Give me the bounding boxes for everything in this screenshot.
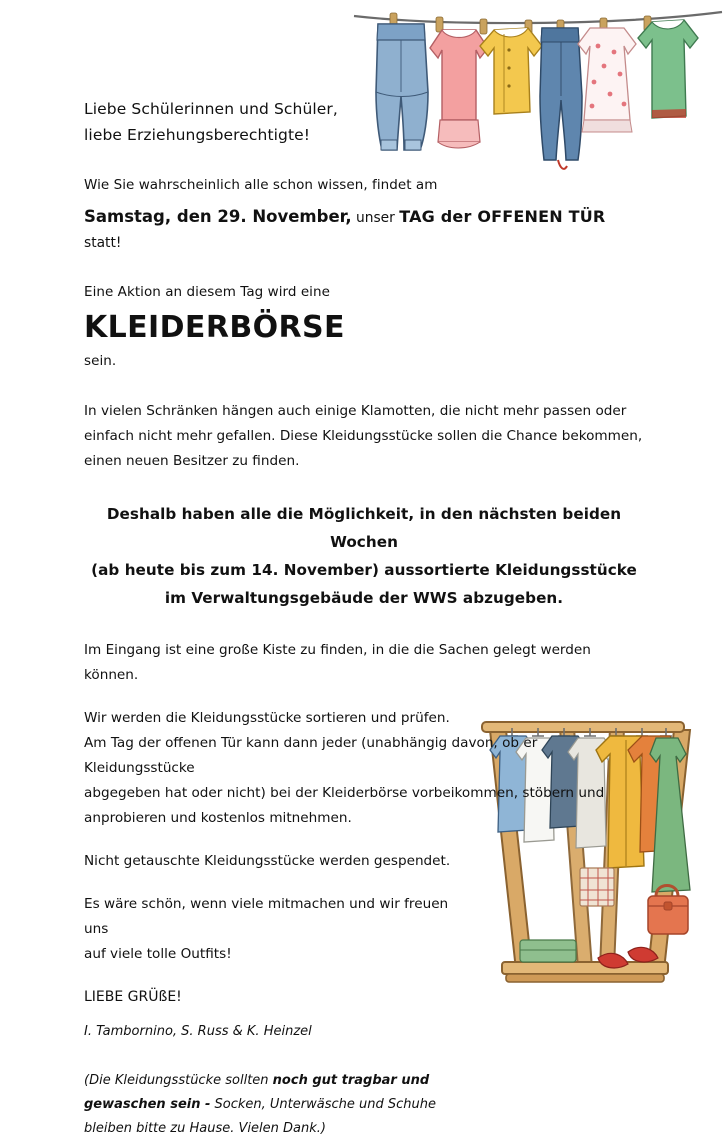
open-day-connector: unser: [351, 210, 400, 226]
footnote-bold-1: noch gut tragbar und: [272, 1073, 430, 1088]
letter-body: [84, 96, 644, 1141]
intro-paragraph: Wie Sie wahrscheinlich alle schon wissen, findet am: [84, 177, 438, 193]
open-day-suffix: statt!: [84, 235, 122, 251]
sorting-line-4: anprobieren und kostenlos mitnehmen.: [84, 810, 352, 826]
footnote-part-1: (Die Kleidungsstücke sollten: [84, 1073, 273, 1088]
action-intro: Eine Aktion an diesem Tag wird eine: [84, 284, 330, 300]
footnote-bold-2: gewaschen sein -: [84, 1097, 211, 1112]
open-day-line: [84, 205, 644, 255]
signature: I. Tambornino, S. Russ & K. Heinzel: [84, 1024, 312, 1039]
call-to-action-line-3: im Verwaltungsgebäude der WWS abzugeben.: [164, 589, 564, 607]
closets-line-1: In vielen Schränken hängen auch einige Klamotten, die nicht mehr passen oder: [84, 403, 627, 419]
headline-suffix: sein.: [84, 353, 117, 369]
call-to-action-line-1: Deshalb haben alle die Möglichkeit, in den nächsten beiden Wochen: [106, 505, 622, 551]
sorting-line-1: Wir werden die Kleidungsstücke sortieren und prüfen.: [84, 710, 450, 726]
call-to-action: [84, 500, 644, 612]
sorting-line-3: abgegeben hat oder nicht) bei der Kleiderbörse vorbeikommen, stöbern und: [84, 785, 605, 801]
footnote-line-3: bleiben bitte zu Hause. Vielen Dank.): [84, 1121, 326, 1136]
open-day-date: Samstag, den 29. November,: [84, 207, 352, 226]
wish-line-2: auf viele tolle Outfits!: [84, 946, 232, 962]
footnote-line-2: [84, 1093, 454, 1117]
headline-kleiderboerse: KLEIDERBÖRSE: [84, 310, 345, 345]
greeting-line-1: Liebe Schülerinnen und Schüler,: [84, 100, 338, 118]
closets-line-2: einfach nicht mehr gefallen. Diese Kleidungsstücke sollen die Chance bekommen,: [84, 428, 643, 444]
greeting-line-2: liebe Erziehungsberechtigte!: [84, 126, 311, 144]
box-info: Im Eingang ist eine große Kiste zu finden, in die die Sachen gelegt werden können.: [84, 642, 591, 683]
footnote-part-2: Socken, Unterwäsche und Schuhe: [210, 1097, 436, 1112]
open-day-event: TAG der OFFENEN TÜR: [399, 207, 606, 226]
wish-line-1: Es wäre schön, wenn viele mitmachen und wir freuen uns: [84, 896, 449, 937]
donation-note: Nicht getauschte Kleidungsstücke werden gespendet.: [84, 853, 451, 869]
sorting-line-2: Am Tag der offenen Tür kann dann jeder (unabhängig davon, ob er Kleidungsstücke: [84, 735, 538, 776]
footnote: [84, 1069, 454, 1141]
farewell: LIEBE GRÜßE!: [84, 989, 182, 1005]
closets-line-3: einen neuen Besitzer zu finden.: [84, 453, 300, 469]
call-to-action-line-2: (ab heute bis zum 14. November) aussortierte Kleidungsstücke: [91, 561, 637, 579]
footnote-line-1: [84, 1069, 454, 1093]
